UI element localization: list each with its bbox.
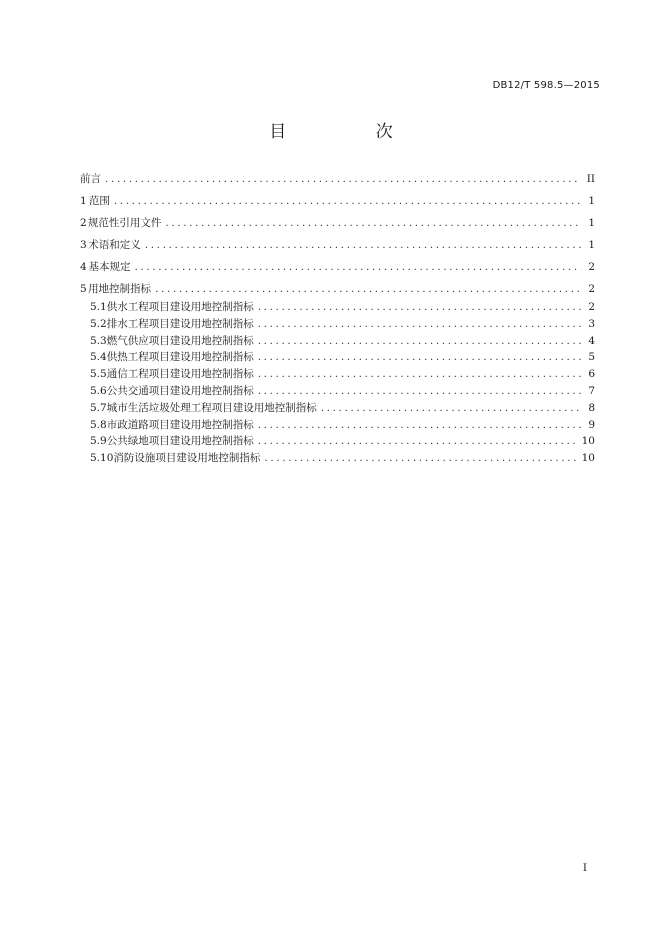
page-number: I [582,862,587,874]
toc-entry-label: 前言 [80,173,101,185]
toc-entry-number: 5.5 [90,368,107,381]
toc-entry-foreword[interactable] [80,172,595,186]
toc-entry-label: 公共绿地项目建设用地控制指标 [106,435,254,448]
toc-dot-leader [165,216,581,230]
toc-entry-5-6[interactable] [80,384,595,398]
toc-dot-leader [258,418,581,432]
toc-entry-number: 1 [80,195,87,207]
toc-entry-page: 1 [588,217,595,229]
toc-dot-leader [134,260,581,274]
toc-entry-5-1[interactable] [80,300,595,314]
toc-dot-leader [258,350,581,364]
toc-entry-page: 9 [588,418,595,431]
toc-entry-5-5[interactable] [80,367,595,381]
toc-entry-label: 排水工程项目建设用地控制指标 [106,317,254,330]
toc-dot-leader [258,367,581,381]
toc-entry-5-7[interactable] [80,401,595,415]
toc-entry-number: 5.9 [90,435,107,448]
toc-entry-label: 通信工程项目建设用地控制指标 [106,368,254,381]
toc-entry-2[interactable] [80,216,595,230]
toc-entry-number: 3 [80,239,87,251]
toc-entry-label: 范围 [88,195,110,207]
toc-entry-page: 10 [581,452,595,465]
toc-entry-number: 5.7 [90,401,107,414]
toc-entry-page: 6 [588,368,595,381]
toc-entry-label: 公共交通项目建设用地控制指标 [106,384,254,397]
toc-entry-page: 7 [588,384,595,397]
toc-entry-number: 5.10 [90,452,114,465]
toc-dot-leader [321,401,581,415]
toc-dot-leader [258,334,581,348]
toc-entry-page: 1 [588,195,595,207]
toc-entry-number: 5.6 [90,384,107,397]
page-title: 目 次 [269,122,435,142]
toc-entry-number: 5.8 [90,418,107,431]
toc-entry-4[interactable] [80,260,595,274]
toc-entry-number: 5.3 [90,334,107,347]
toc-entry-label: 城市生活垃圾处理工程项目建设用地控制指标 [106,401,317,414]
toc-entry-label: 市政道路项目建设用地控制指标 [106,418,254,431]
toc-entry-label: 规范性引用文件 [87,217,162,229]
toc-entry-page: 2 [588,283,595,295]
toc-entry-number: 4 [80,261,87,273]
toc-entry-page: II [586,173,595,185]
toc-dot-leader [155,282,581,296]
document-code: DB12/T 598.5—2015 [492,80,600,91]
toc-entry-label: 基本规定 [88,261,131,273]
toc-entry-page: 5 [588,351,595,364]
toc-entry-5-2[interactable] [80,317,595,331]
toc-entry-page: 8 [588,401,595,414]
toc-entry-page: 1 [588,239,595,251]
toc-entry-5[interactable] [80,282,595,296]
toc-entry-5-8[interactable] [80,418,595,432]
toc-entry-label: 燃气供应项目建设用地控制指标 [106,334,254,347]
toc-entry-label: 供水工程项目建设用地控制指标 [106,301,254,313]
toc-dot-leader [258,317,581,331]
toc-entry-page: 2 [588,261,595,273]
toc-entry-label: 用地控制指标 [88,283,152,295]
toc-entry-1[interactable] [80,194,595,208]
toc-entry-5-3[interactable] [80,334,595,348]
toc-dot-leader [105,172,581,186]
toc-entry-5-10[interactable] [80,451,595,465]
toc-entry-label: 供热工程项目建设用地控制指标 [106,351,254,364]
toc-dot-leader [264,451,577,465]
toc-entry-page: 3 [588,317,595,330]
toc-entry-number: 5.4 [90,351,107,364]
toc-dot-leader [258,300,581,314]
toc-entry-label: 消防设施项目建设用地控制指标 [113,452,261,465]
toc-entry-number: 5 [80,283,87,295]
toc-dot-leader [258,434,578,448]
toc-entry-label: 术语和定义 [88,239,141,251]
toc-entry-number: 2 [80,217,87,229]
toc-entry-5-9[interactable] [80,434,595,448]
toc-entry-page: 10 [581,435,595,448]
table-of-contents [80,172,595,468]
toc-entry-page: 2 [588,301,595,313]
toc-dot-leader [114,194,581,208]
toc-entry-number: 5.1 [90,301,107,313]
toc-entry-3[interactable] [80,238,595,252]
toc-entry-page: 4 [588,334,595,347]
toc-entry-5-4[interactable] [80,350,595,364]
toc-dot-leader [145,238,581,252]
toc-dot-leader [258,384,581,398]
toc-entry-number: 5.2 [90,317,107,330]
